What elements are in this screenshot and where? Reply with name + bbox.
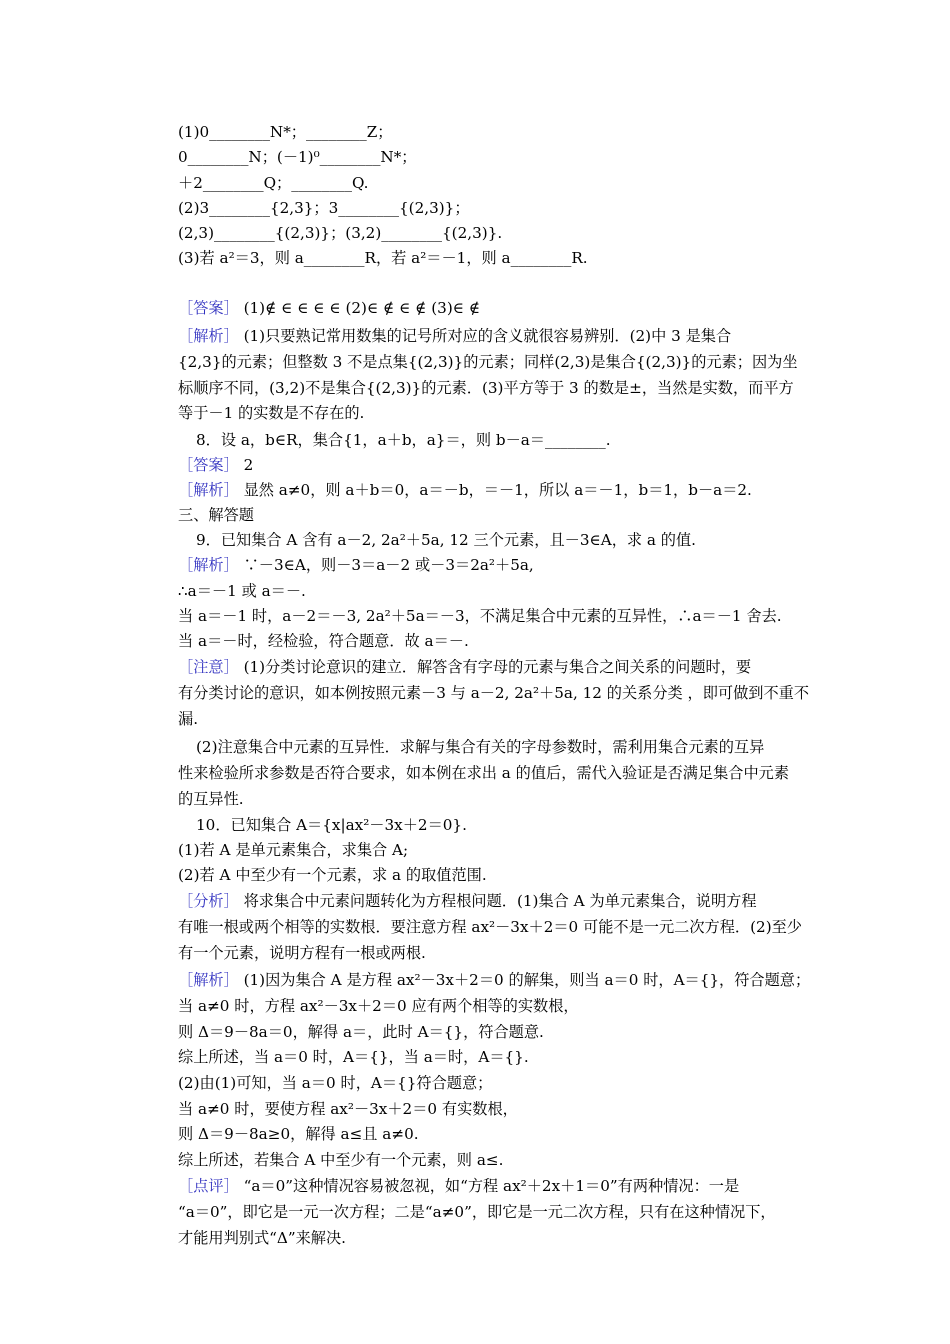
analysis-tag: ［解析］ xyxy=(178,327,239,345)
q9-line-4: 当 a＝－时，经检验，符合题意．故 a＝－. xyxy=(178,632,469,650)
jiexi-q10-line-4: 综上所述，当 a＝0 时，A＝{}，当 a＝时，A＝{}. xyxy=(178,1048,529,1066)
analysis-line-q8 xyxy=(178,478,752,502)
q9-line-2: ∴a＝－1 或 a＝－. xyxy=(178,582,306,600)
analysis-line-1 xyxy=(178,324,731,348)
jiexi-q10-text-1: (1)因为集合 A 是方程 ax²－3x＋2＝0 的解集，则当 a＝0 时，A＝{}，符合题意； xyxy=(238,971,811,989)
doc-line-6: (3)若 a²＝3，则 a________R，若 a²＝－1，则 a________R. xyxy=(178,249,588,267)
analysis-q10-text-1: 将求集合中元素问题转化为方程根问题．(1)集合 A 为单元素集合，说明方程 xyxy=(238,892,757,910)
jiexi-q10-line-5: (2)由(1)可知，当 a＝0 时，A＝{}符合题意； xyxy=(178,1074,493,1092)
doc-line-1: (1)0________N*；________Z； xyxy=(178,123,393,141)
analysis-tag-q8: ［解析］ xyxy=(178,481,239,499)
note-line-1 xyxy=(178,655,751,679)
question-8: 8．设 a，b∈R，集合{1，a＋b，a}＝，则 b－a＝________. xyxy=(196,431,611,449)
note-line-2: 有分类讨论的意识，如本例按照元素－3 与 a－2, 2a²＋5a, 12 的关系分类 ，即可做到不重不 xyxy=(178,684,810,702)
q10-sub-2: (2)若 A 中至少有一个元素，求 a 的取值范围. xyxy=(178,866,487,884)
analysis-line-4: 等于－1 的实数是不存在的. xyxy=(178,404,365,422)
analysis-q10-line-2: 有唯一根或两个相等的实数根．要注意方程 ax²－3x＋2＝0 可能不是一元二次方程．(2)至少 xyxy=(178,918,802,936)
analysis-line-3: 标顺序不同，(3,2)不是集合{(2,3)}的元素．(3)平方等于 3 的数是±，当然是实数，而平方 xyxy=(178,379,794,397)
analysis-tag-q10a: ［分析］ xyxy=(178,892,239,910)
jiexi-q10-line-1 xyxy=(178,968,810,992)
note-line-4: (2)注意集合中元素的互异性．求解与集合有关的字母参数时，需利用集合元素的互异 xyxy=(196,738,765,756)
note-text-1: (1)分类讨论意识的建立．解答含有字母的元素与集合之间关系的问题时，要 xyxy=(238,658,752,676)
analysis-text-q8: 显然 a≠0，则 a＋b＝0，a＝－b，＝－1，所以 a＝－1，b＝1，b－a＝2. xyxy=(238,481,752,499)
analysis-q10-line-1 xyxy=(178,889,757,913)
doc-line-3: ＋2________Q；________Q. xyxy=(178,174,369,192)
analysis-text-q9: ∵－3∈A，则－3＝a－2 或－3＝2a²＋5a, xyxy=(238,556,534,574)
comment-line-1 xyxy=(178,1174,739,1198)
answer-text: (1)∉ ∈ ∈ ∈ ∈ (2)∈ ∉ ∈ ∉ (3)∈ ∉ xyxy=(238,299,481,317)
question-10: 10．已知集合 A＝{x|ax²－3x＋2＝0}. xyxy=(196,816,467,834)
comment-text-1: “a＝0”这种情况容易被忽视，如“方程 ax²＋2x＋1＝0”有两种情况：一是 xyxy=(238,1177,740,1195)
analysis-line-q9 xyxy=(178,553,534,577)
answer-tag: ［答案］ xyxy=(178,299,239,317)
analysis-q10-line-3: 有一个元素，说明方程有一根或两根. xyxy=(178,944,426,962)
jiexi-q10-line-2: 当 a≠0 时，方程 ax²－3x＋2＝0 应有两个相等的实数根， xyxy=(178,997,579,1015)
analysis-tag-q9: ［解析］ xyxy=(178,556,239,574)
q10-sub-1: (1)若 A 是单元素集合，求集合 A; xyxy=(178,841,409,859)
section-heading: 三、解答题 xyxy=(178,506,254,524)
doc-line-2: 0________N；(－1)⁰________N*； xyxy=(178,148,417,166)
answer-tag-q8: ［答案］ xyxy=(178,456,239,474)
note-line-3: 漏. xyxy=(178,710,199,728)
question-9: 9．已知集合 A 含有 a－2, 2a²＋5a, 12 三个元素，且－3∈A，求 a 的值. xyxy=(196,531,696,549)
doc-line-5: (2,3)________{(2,3)}；(3,2)________{(2,3)}. xyxy=(178,224,503,242)
note-line-5: 性来检验所求参数是否符合要求，如本例在求出 a 的值后，需代入验证是否满足集合中元素 xyxy=(178,764,790,782)
answer-line xyxy=(178,296,480,320)
analysis-text-1: (1)只要熟记常用数集的记号所对应的含义就很容易辨别．(2)中 3 是集合 xyxy=(238,327,732,345)
jiexi-q10-line-7: 则 Δ＝9－8a≥0，解得 a≤且 a≠0. xyxy=(178,1125,419,1143)
q9-line-3: 当 a＝－1 时，a－2＝－3, 2a²＋5a＝－3，不满足集合中元素的互异性，∴a＝－1 舍去. xyxy=(178,607,782,625)
analysis-line-2: {2,3}的元素；但整数 3 不是点集{(2,3)}的元素；同样(2,3)是集合{(2,3)}的元素；因为坐 xyxy=(178,353,798,371)
answer-text-q8: 2 xyxy=(238,456,254,474)
doc-line-4: (2)3________{2,3}；3________{(2,3)}； xyxy=(178,199,470,217)
jiexi-tag-q10: ［解析］ xyxy=(178,971,239,989)
jiexi-q10-line-6: 当 a≠0 时，要使方程 ax²－3x＋2＝0 有实数根， xyxy=(178,1100,518,1118)
jiexi-q10-line-8: 综上所述，若集合 A 中至少有一个元素，则 a≤. xyxy=(178,1151,504,1169)
comment-line-2: “a＝0”，即它是一元一次方程；二是“a≠0”，即它是一元二次方程，只有在这种情况下， xyxy=(178,1203,776,1221)
comment-line-3: 才能用判别式“Δ”来解决. xyxy=(178,1229,347,1247)
note-line-6: 的互异性. xyxy=(178,790,244,808)
jiexi-q10-line-3: 则 Δ＝9－8a＝0，解得 a＝，此时 A＝{}，符合题意. xyxy=(178,1023,544,1041)
comment-tag: ［点评］ xyxy=(178,1177,239,1195)
answer-line-q8 xyxy=(178,453,253,477)
note-tag: ［注意］ xyxy=(178,658,239,676)
